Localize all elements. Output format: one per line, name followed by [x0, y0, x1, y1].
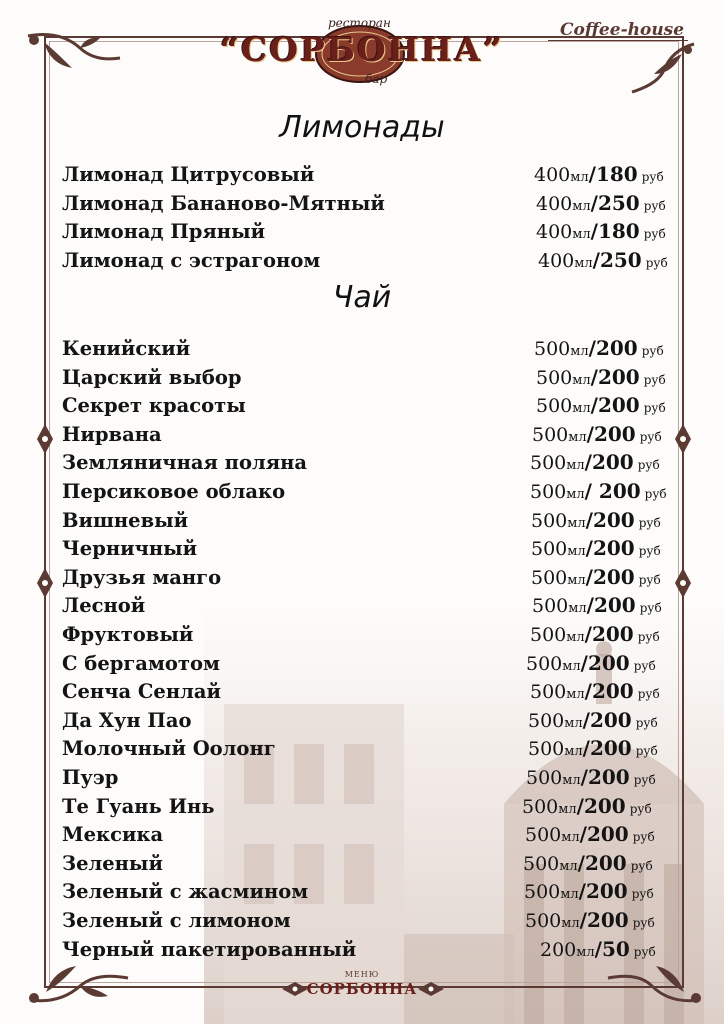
price-unit: мл — [570, 344, 589, 359]
price-volume: 500 — [523, 852, 560, 875]
price-unit: мл — [572, 372, 591, 388]
price-amount: 250 — [599, 247, 642, 272]
price-unit: мл — [567, 515, 586, 531]
price-separator: / — [585, 564, 593, 589]
price-currency: руб — [633, 658, 656, 673]
price-separator: / — [579, 908, 587, 932]
top-left-ornament — [20, 28, 130, 98]
price-separator: / — [592, 247, 600, 272]
price-volume: 500 — [525, 824, 562, 847]
price-amount: 200 — [591, 479, 641, 503]
menu-item-name: Сенча Сенлай — [62, 680, 221, 704]
price-currency: руб — [632, 916, 655, 930]
price-unit: мл — [559, 858, 578, 874]
menu-item-price — [538, 248, 668, 272]
right-side-ornament-2 — [674, 568, 692, 598]
price-amount: 200 — [592, 536, 635, 561]
price-separator: / — [588, 336, 596, 360]
menu-item-name: Лимонад Бананово-Мятный — [62, 191, 385, 215]
menu-item-name: Молочный Оолонг — [62, 737, 276, 761]
price-separator: / — [584, 679, 592, 704]
price-amount: 200 — [591, 622, 634, 646]
price-unit: мл — [564, 715, 583, 731]
price-separator: / — [585, 536, 593, 561]
price-currency: руб — [633, 773, 656, 787]
menu-item-price — [534, 162, 664, 186]
menu-item-price — [531, 565, 661, 589]
menu-item-price — [532, 593, 662, 617]
left-side-ornament-2 — [36, 568, 54, 598]
price-amount: 200 — [587, 765, 630, 789]
menu-item-price — [525, 908, 655, 932]
menu-item-name: Персиковое облако — [62, 480, 286, 503]
price-amount: 200 — [593, 421, 636, 446]
price-separator: / — [590, 364, 598, 389]
price-volume: 500 — [524, 881, 561, 904]
price-separator: / — [578, 879, 586, 904]
price-volume: 400 — [538, 249, 575, 272]
price-amount: 200 — [597, 364, 640, 389]
menu-item-price — [523, 851, 653, 875]
price-currency: руб — [639, 429, 662, 444]
price-volume: 500 — [531, 538, 568, 561]
price-unit: мл — [562, 658, 581, 674]
price-volume: 200 — [540, 938, 577, 961]
menu-item-name: Пуэр — [62, 766, 119, 789]
price-unit: мл — [566, 458, 585, 474]
price-amount: 200 — [586, 822, 629, 847]
price-currency: руб — [638, 515, 661, 530]
price-currency: руб — [641, 170, 664, 184]
price-volume: 500 — [530, 452, 567, 475]
price-volume: 400 — [534, 164, 571, 186]
menu-item-name: Мексика — [62, 823, 164, 847]
price-currency: руб — [630, 858, 653, 873]
price-separator: / — [577, 850, 585, 875]
menu-item-price — [526, 765, 656, 789]
price-unit: мл — [572, 198, 591, 214]
menu-item-price — [522, 794, 652, 818]
price-separator: / — [579, 822, 587, 847]
menu-item-name: Кенийский — [62, 337, 191, 360]
price-volume: 500 — [530, 624, 567, 646]
price-volume: 500 — [536, 395, 573, 418]
menu-item-name: Зеленый с жасмином — [62, 880, 309, 904]
menu-item-name: Те Гуань Инь — [62, 794, 215, 818]
price-volume: 500 — [532, 595, 569, 618]
price-amount: 180 — [595, 162, 638, 186]
price-unit: мл — [564, 744, 583, 760]
price-volume: 500 — [522, 795, 559, 818]
price-volume: 500 — [532, 423, 569, 446]
price-unit: мл — [567, 544, 586, 560]
menu-item-price — [536, 393, 666, 417]
price-currency: руб — [643, 198, 666, 213]
menu-item-price — [534, 336, 664, 360]
menu-item-price — [531, 536, 661, 560]
price-unit: мл — [574, 255, 593, 271]
price-unit: мл — [568, 429, 587, 445]
menu-item-name: Да Хун Пао — [62, 708, 192, 732]
price-separator: / — [584, 479, 592, 503]
logo-bottom-text: бар — [365, 72, 388, 86]
menu-item-price — [536, 365, 666, 389]
price-amount: 180 — [597, 219, 640, 244]
price-currency: руб — [635, 744, 658, 759]
price-currency: руб — [637, 458, 660, 473]
price-unit: мл — [560, 887, 579, 903]
price-unit: мл — [566, 687, 585, 703]
menu-item-name: Вишневый — [62, 508, 189, 532]
menu-item-price — [536, 191, 666, 215]
price-amount: 200 — [595, 336, 638, 360]
price-currency: руб — [639, 601, 662, 616]
price-volume: 400 — [536, 192, 573, 215]
menu-item-price — [528, 708, 658, 732]
price-amount: 200 — [592, 507, 635, 532]
price-volume: 500 — [534, 338, 571, 360]
left-side-ornament-1 — [36, 424, 54, 454]
footer-brand-label: СОРБОННА — [306, 980, 418, 998]
price-amount: 200 — [586, 908, 629, 932]
price-unit: мл — [568, 601, 587, 617]
price-unit: мл — [567, 572, 586, 588]
price-volume: 500 — [531, 566, 568, 589]
price-separator: / — [582, 736, 590, 761]
price-currency: руб — [637, 687, 660, 702]
price-separator: / — [586, 593, 594, 618]
right-side-ornament-1 — [674, 424, 692, 454]
menu-item-price — [540, 937, 656, 961]
price-amount: 200 — [583, 793, 626, 818]
price-amount: 200 — [591, 679, 634, 704]
price-amount: 200 — [587, 650, 630, 675]
coffee-house-underline — [548, 40, 688, 41]
price-volume: 500 — [530, 481, 567, 503]
price-separator: / — [580, 650, 588, 675]
price-currency: руб — [643, 401, 666, 416]
price-separator: / — [576, 793, 584, 818]
price-currency: руб — [643, 227, 666, 242]
footer-menu-label: МЕНЮ — [344, 970, 380, 979]
price-unit: мл — [572, 227, 591, 243]
price-unit: мл — [572, 401, 591, 417]
price-separator: / — [586, 421, 594, 446]
price-currency: руб — [641, 344, 664, 358]
price-currency: руб — [631, 887, 654, 902]
price-separator: / — [584, 622, 592, 646]
restaurant-logo — [220, 16, 504, 88]
menu-item-price — [530, 622, 660, 646]
price-amount: 200 — [585, 879, 628, 904]
menu-item-price — [526, 651, 656, 675]
price-amount: 200 — [597, 393, 640, 418]
price-unit: мл — [566, 630, 585, 645]
price-separator: / — [594, 936, 602, 961]
logo-top-text: ресторан — [328, 16, 391, 30]
menu-item-price — [524, 879, 654, 903]
menu-item-name: Зеленый — [62, 851, 163, 875]
coffee-house-label: Coffee-house — [560, 20, 685, 40]
menu-item-name: Зеленый с лимоном — [62, 909, 291, 932]
section-title: Лимонады — [279, 110, 445, 145]
price-separator: / — [585, 507, 593, 532]
price-separator: / — [590, 393, 598, 418]
price-volume: 500 — [530, 681, 567, 704]
price-amount: 200 — [591, 450, 634, 475]
menu-item-price — [530, 479, 667, 503]
menu-item-name: Фруктовый — [62, 623, 194, 646]
price-volume: 500 — [536, 366, 573, 389]
menu-item-price — [525, 822, 655, 846]
menu-item-name: Лимонад Цитрусовый — [62, 163, 315, 186]
price-currency: руб — [644, 487, 667, 501]
price-volume: 400 — [536, 221, 573, 244]
price-separator: / — [590, 219, 598, 244]
price-separator: / — [590, 190, 598, 215]
price-volume: 500 — [531, 509, 568, 532]
price-amount: 200 — [589, 736, 632, 761]
price-amount: 200 — [592, 564, 635, 589]
menu-item-name: Лесной — [62, 594, 146, 618]
price-currency: руб — [643, 372, 666, 387]
logo-main-text: “СОРБОННА” — [220, 30, 504, 69]
menu-item-price — [530, 679, 660, 703]
price-currency: руб — [637, 630, 660, 644]
menu-item-name: Лимонад с эстрагоном — [62, 248, 321, 272]
menu-item-price — [530, 450, 660, 474]
price-currency: руб — [645, 255, 668, 270]
price-separator: / — [582, 707, 590, 732]
price-separator: / — [584, 450, 592, 475]
menu-item-price — [536, 219, 666, 243]
price-unit: мл — [562, 773, 581, 788]
menu-item-name: Черничный — [62, 537, 198, 561]
price-amount: 50 — [601, 936, 630, 961]
price-unit: мл — [561, 916, 580, 931]
price-volume: 500 — [526, 652, 563, 675]
menu-item-price — [532, 422, 662, 446]
price-currency: руб — [638, 544, 661, 559]
price-amount: 200 — [589, 707, 632, 732]
price-volume: 500 — [528, 738, 565, 761]
menu-item-price — [528, 736, 658, 760]
price-unit: мл — [558, 801, 577, 817]
price-volume: 500 — [525, 910, 562, 932]
price-currency: руб — [633, 944, 656, 959]
menu-item-name: Нирвана — [62, 422, 162, 446]
price-unit: мл — [570, 170, 589, 185]
price-unit: мл — [576, 944, 595, 960]
price-currency: руб — [629, 801, 652, 816]
price-unit: мл — [566, 487, 585, 502]
menu-item-name: Лимонад Пряный — [62, 220, 266, 244]
price-separator: / — [588, 162, 596, 186]
section-title: Чай — [332, 280, 392, 315]
price-separator: / — [580, 765, 588, 789]
menu-item-name: Царский выбор — [62, 365, 242, 389]
price-unit: мл — [561, 830, 580, 846]
price-volume: 500 — [526, 767, 563, 789]
price-currency: руб — [632, 830, 655, 845]
menu-item-name: Друзья манго — [62, 565, 222, 589]
price-volume: 500 — [528, 709, 565, 732]
top-right-ornament — [602, 40, 702, 100]
price-currency: руб — [635, 715, 658, 730]
menu-item-name: С бергамотом — [62, 651, 220, 675]
menu-item-name: Земляничная поляна — [62, 451, 308, 475]
menu-item-name: Черный пакетированный — [62, 937, 357, 961]
menu-item-name: Секрет красоты — [62, 394, 246, 418]
price-amount: 250 — [597, 190, 640, 215]
menu-item-price — [531, 508, 661, 532]
price-amount: 200 — [593, 593, 636, 618]
price-amount: 200 — [584, 850, 627, 875]
price-currency: руб — [638, 572, 661, 587]
